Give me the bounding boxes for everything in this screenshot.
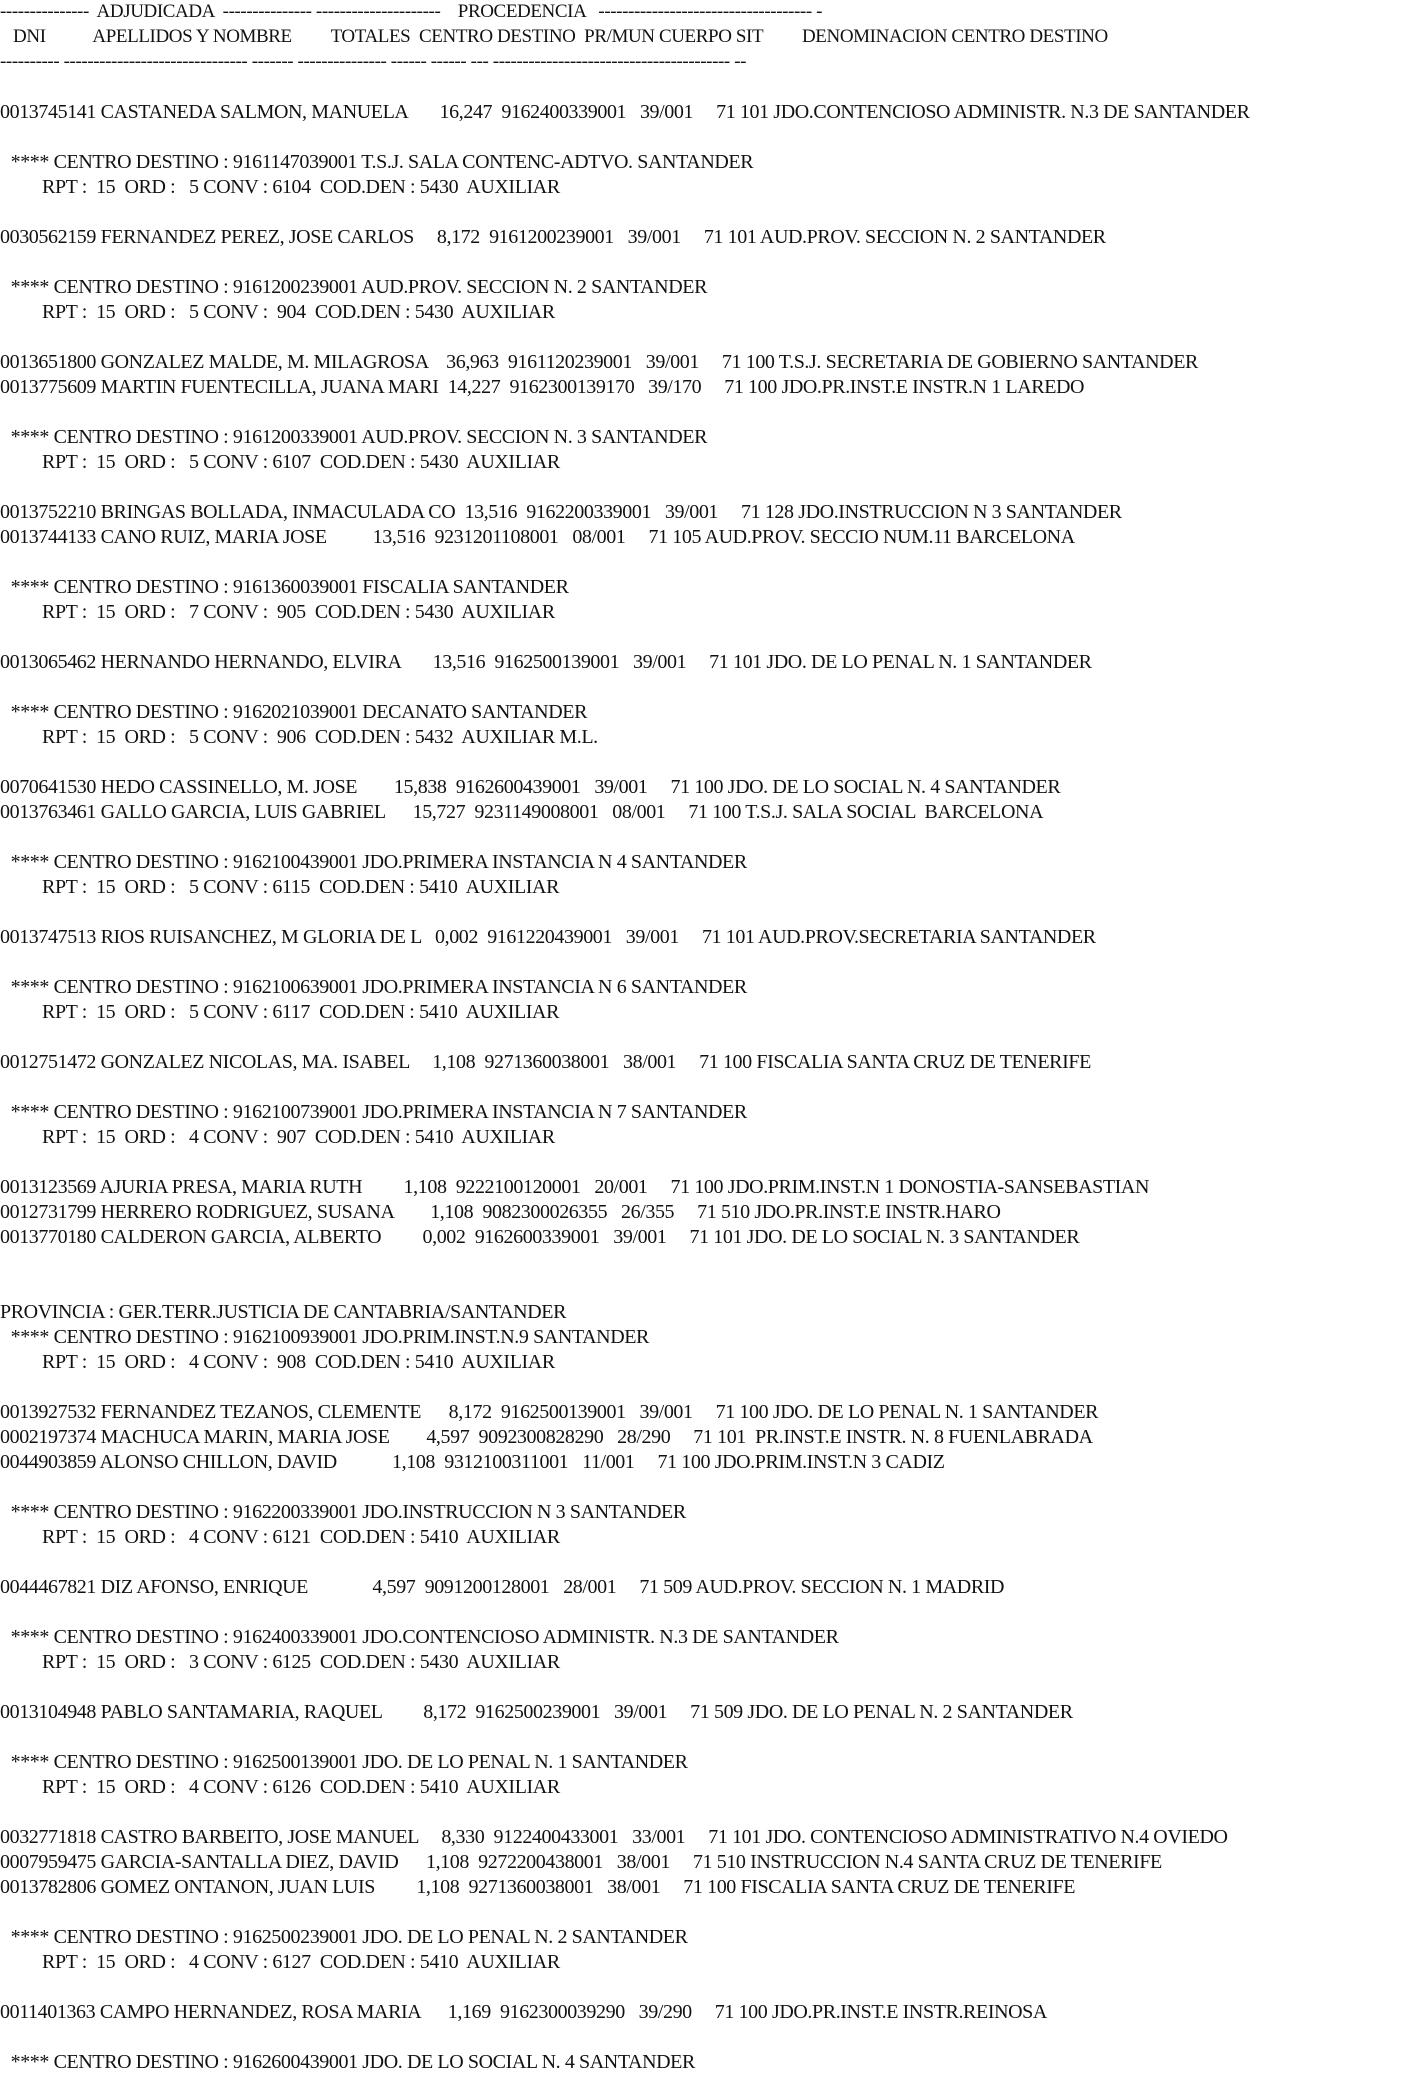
adjudication-row: 0013747513 RIOS RUISANCHEZ, M GLORIA DE L 0,002 9161220439001 39/001 71 101 AUD.PROV.SECRETARIA SANTANDER (0, 926, 1096, 948)
centro-destino-details: RPT : 15 ORD : 4 CONV : 6127 COD.DEN : 5410 AUXILIAR (42, 1951, 560, 1973)
centro-destino-heading: **** CENTRO DESTINO : 9162200339001 JDO.INSTRUCCION N 3 SANTANDER (6, 1501, 686, 1523)
centro-destino-heading: **** CENTRO DESTINO : 9162500239001 JDO. DE LO PENAL N. 2 SANTANDER (6, 1926, 688, 1948)
centro-destino-heading: **** CENTRO DESTINO : 9162100739001 JDO.PRIMERA INSTANCIA N 7 SANTANDER (6, 1101, 747, 1123)
centro-destino-details: RPT : 15 ORD : 5 CONV : 6115 COD.DEN : 5410 AUXILIAR (42, 876, 560, 898)
adjudication-row: 0044467821 DIZ AFONSO, ENRIQUE 4,597 9091200128001 28/001 71 509 AUD.PROV. SECCION N. 1 MADRID (0, 1576, 1005, 1598)
adjudication-row: 0032771818 CASTRO BARBEITO, JOSE MANUEL 8,330 9122400433001 33/001 71 101 JDO. CONTENCIOSO ADMINISTRATIVO N.4 OVIEDO (0, 1826, 1228, 1848)
centro-destino-details: RPT : 15 ORD : 5 CONV : 6107 COD.DEN : 5430 AUXILIAR (42, 451, 560, 473)
adjudication-row: 0012751472 GONZALEZ NICOLAS, MA. ISABEL 1,108 9271360038001 38/001 71 100 FISCALIA SANTA CRUZ DE TENERIFE (0, 1051, 1091, 1073)
column-headers: DNI APELLIDOS Y NOMBRE TOTALES CENTRO DESTINO PR/MUN CUERPO SIT DENOMINACION CENTRO DESTINO (0, 26, 1108, 47)
adjudication-row: 0011401363 CAMPO HERNANDEZ, ROSA MARIA 1,169 9162300039290 39/290 71 100 JDO.PR.INST.E INSTR.REINOSA (0, 2001, 1047, 2023)
centro-destino-heading: **** CENTRO DESTINO : 9162100439001 JDO.PRIMERA INSTANCIA N 4 SANTANDER (6, 851, 747, 873)
adjudication-row: 0013123569 AJURIA PRESA, MARIA RUTH 1,108 9222100120001 20/001 71 100 JDO.PRIM.INST.N 1 DONOSTIA-SANSEBASTIAN (0, 1176, 1149, 1198)
centro-destino-heading: **** CENTRO DESTINO : 9162021039001 DECANATO SANTANDER (6, 701, 588, 723)
centro-destino-heading: **** CENTRO DESTINO : 9162600439001 JDO. DE LO SOCIAL N. 4 SANTANDER (6, 2051, 695, 2073)
adjudication-row: 0013775609 MARTIN FUENTECILLA, JUANA MARI 14,227 9162300139170 39/170 71 100 JDO.PR.INST.E INSTR.N 1 LAREDO (0, 376, 1085, 398)
provincia-heading: PROVINCIA : GER.TERR.JUSTICIA DE CANTABRIA/SANTANDER (0, 1301, 567, 1323)
centro-destino-details: RPT : 15 ORD : 4 CONV : 6126 COD.DEN : 5410 AUXILIAR (42, 1776, 560, 1798)
centro-destino-details: RPT : 15 ORD : 7 CONV : 905 COD.DEN : 5430 AUXILIAR (42, 601, 555, 623)
adjudication-row: 0044903859 ALONSO CHILLON, DAVID 1,108 9312100311001 11/001 71 100 JDO.PRIM.INST.N 3 CADIZ (0, 1451, 945, 1473)
centro-destino-heading: **** CENTRO DESTINO : 9161200239001 AUD.PROV. SECCION N. 2 SANTANDER (6, 276, 708, 298)
adjudication-row: 0012731799 HERRERO RODRIGUEZ, SUSANA 1,108 9082300026355 26/355 71 510 JDO.PR.INST.E INSTR.HARO (0, 1201, 1001, 1223)
centro-destino-details: RPT : 15 ORD : 5 CONV : 906 COD.DEN : 5432 AUXILIAR M.L. (42, 726, 598, 748)
centro-destino-details: RPT : 15 ORD : 5 CONV : 6104 COD.DEN : 5430 AUXILIAR (42, 176, 560, 198)
adjudication-row: 0013651800 GONZALEZ MALDE, M. MILAGROSA 36,963 9161120239001 39/001 71 100 T.S.J. SECRETARIA DE GOBIERNO SANTANDER (0, 351, 1198, 373)
adjudication-row: 0070641530 HEDO CASSINELLO, M. JOSE 15,838 9162600439001 39/001 71 100 JDO. DE LO SOCIAL N. 4 SANTANDER (0, 776, 1061, 798)
header-rule-top: --------------- ADJUDICADA --------------- --------------------- PROCEDENCIA ------------------------------------ - (0, 1, 823, 22)
centro-destino-details: RPT : 15 ORD : 4 CONV : 907 COD.DEN : 5410 AUXILIAR (42, 1126, 555, 1148)
centro-destino-details: RPT : 15 ORD : 5 CONV : 904 COD.DEN : 5430 AUXILIAR (42, 301, 555, 323)
centro-destino-details: RPT : 15 ORD : 4 CONV : 908 COD.DEN : 5410 AUXILIAR (42, 1351, 555, 1373)
centro-destino-details: RPT : 15 ORD : 4 CONV : 6121 COD.DEN : 5410 AUXILIAR (42, 1526, 560, 1548)
adjudication-row: 0013745141 CASTANEDA SALMON, MANUELA 16,247 9162400339001 39/001 71 101 JDO.CONTENCIOSO ADMINISTR. N.3 DE SANTANDER (0, 101, 1250, 123)
adjudication-row: 0013782806 GOMEZ ONTANON, JUAN LUIS 1,108 9271360038001 38/001 71 100 FISCALIA SANTA CRUZ DE TENERIFE (0, 1876, 1076, 1898)
adjudication-row: 0007959475 GARCIA-SANTALLA DIEZ, DAVID 1,108 9272200438001 38/001 71 510 INSTRUCCION N.4 SANTA CRUZ DE TENERIFE (0, 1851, 1162, 1873)
adjudication-row: 0013770180 CALDERON GARCIA, ALBERTO 0,002 9162600339001 39/001 71 101 JDO. DE LO SOCIAL N. 3 SANTANDER (0, 1226, 1080, 1248)
centro-destino-heading: **** CENTRO DESTINO : 9161360039001 FISCALIA SANTANDER (6, 576, 569, 598)
adjudication-row: 0002197374 MACHUCA MARIN, MARIA JOSE 4,597 9092300828290 28/290 71 101 PR.INST.E INSTR. N. 8 FUENLABRADA (0, 1426, 1093, 1448)
centro-destino-heading: **** CENTRO DESTINO : 9162100639001 JDO.PRIMERA INSTANCIA N 6 SANTANDER (6, 976, 747, 998)
centro-destino-details: RPT : 15 ORD : 5 CONV : 6117 COD.DEN : 5410 AUXILIAR (42, 1001, 560, 1023)
centro-destino-heading: **** CENTRO DESTINO : 9161147039001 T.S.J. SALA CONTENC-ADTVO. SANTANDER (6, 151, 754, 173)
adjudication-row: 0013752210 BRINGAS BOLLADA, INMACULADA CO 13,516 9162200339001 39/001 71 128 JDO.INSTRUCCION N 3 SANTANDER (0, 501, 1122, 523)
centro-destino-heading: **** CENTRO DESTINO : 9161200339001 AUD.PROV. SECCION N. 3 SANTANDER (6, 426, 708, 448)
centro-destino-heading: **** CENTRO DESTINO : 9162500139001 JDO. DE LO PENAL N. 1 SANTANDER (6, 1751, 688, 1773)
adjudication-row: 0013927532 FERNANDEZ TEZANOS, CLEMENTE 8,172 9162500139001 39/001 71 100 JDO. DE LO PENAL N. 1 SANTANDER (0, 1401, 1099, 1423)
adjudication-row: 0013065462 HERNANDO HERNANDO, ELVIRA 13,516 9162500139001 39/001 71 101 JDO. DE LO PENAL N. 1 SANTANDER (0, 651, 1092, 673)
centro-destino-heading: **** CENTRO DESTINO : 9162100939001 JDO.PRIM.INST.N.9 SANTANDER (6, 1326, 649, 1348)
adjudication-row: 0013744133 CANO RUIZ, MARIA JOSE 13,516 9231201108001 08/001 71 105 AUD.PROV. SECCIO NUM.11 BARCELONA (0, 526, 1075, 548)
centro-destino-heading: **** CENTRO DESTINO : 9162400339001 JDO.CONTENCIOSO ADMINISTR. N.3 DE SANTANDER (6, 1626, 839, 1648)
adjudication-row: 0013763461 GALLO GARCIA, LUIS GABRIEL 15,727 9231149008001 08/001 71 100 T.S.J. SALA SOCIAL BARCELONA (0, 801, 1044, 823)
adjudication-row: 0030562159 FERNANDEZ PEREZ, JOSE CARLOS 8,172 9161200239001 39/001 71 101 AUD.PROV. SECCION N. 2 SANTANDER (0, 226, 1106, 248)
centro-destino-details: RPT : 15 ORD : 3 CONV : 6125 COD.DEN : 5430 AUXILIAR (42, 1651, 560, 1673)
adjudication-row: 0013104948 PABLO SANTAMARIA, RAQUEL 8,172 9162500239001 39/001 71 509 JDO. DE LO PENAL N. 2 SANTANDER (0, 1701, 1073, 1723)
header-rule-bottom: ---------- ------------------------------- ------- --------------- ------ ------ --- ---------------------------------------- -- (0, 51, 747, 72)
